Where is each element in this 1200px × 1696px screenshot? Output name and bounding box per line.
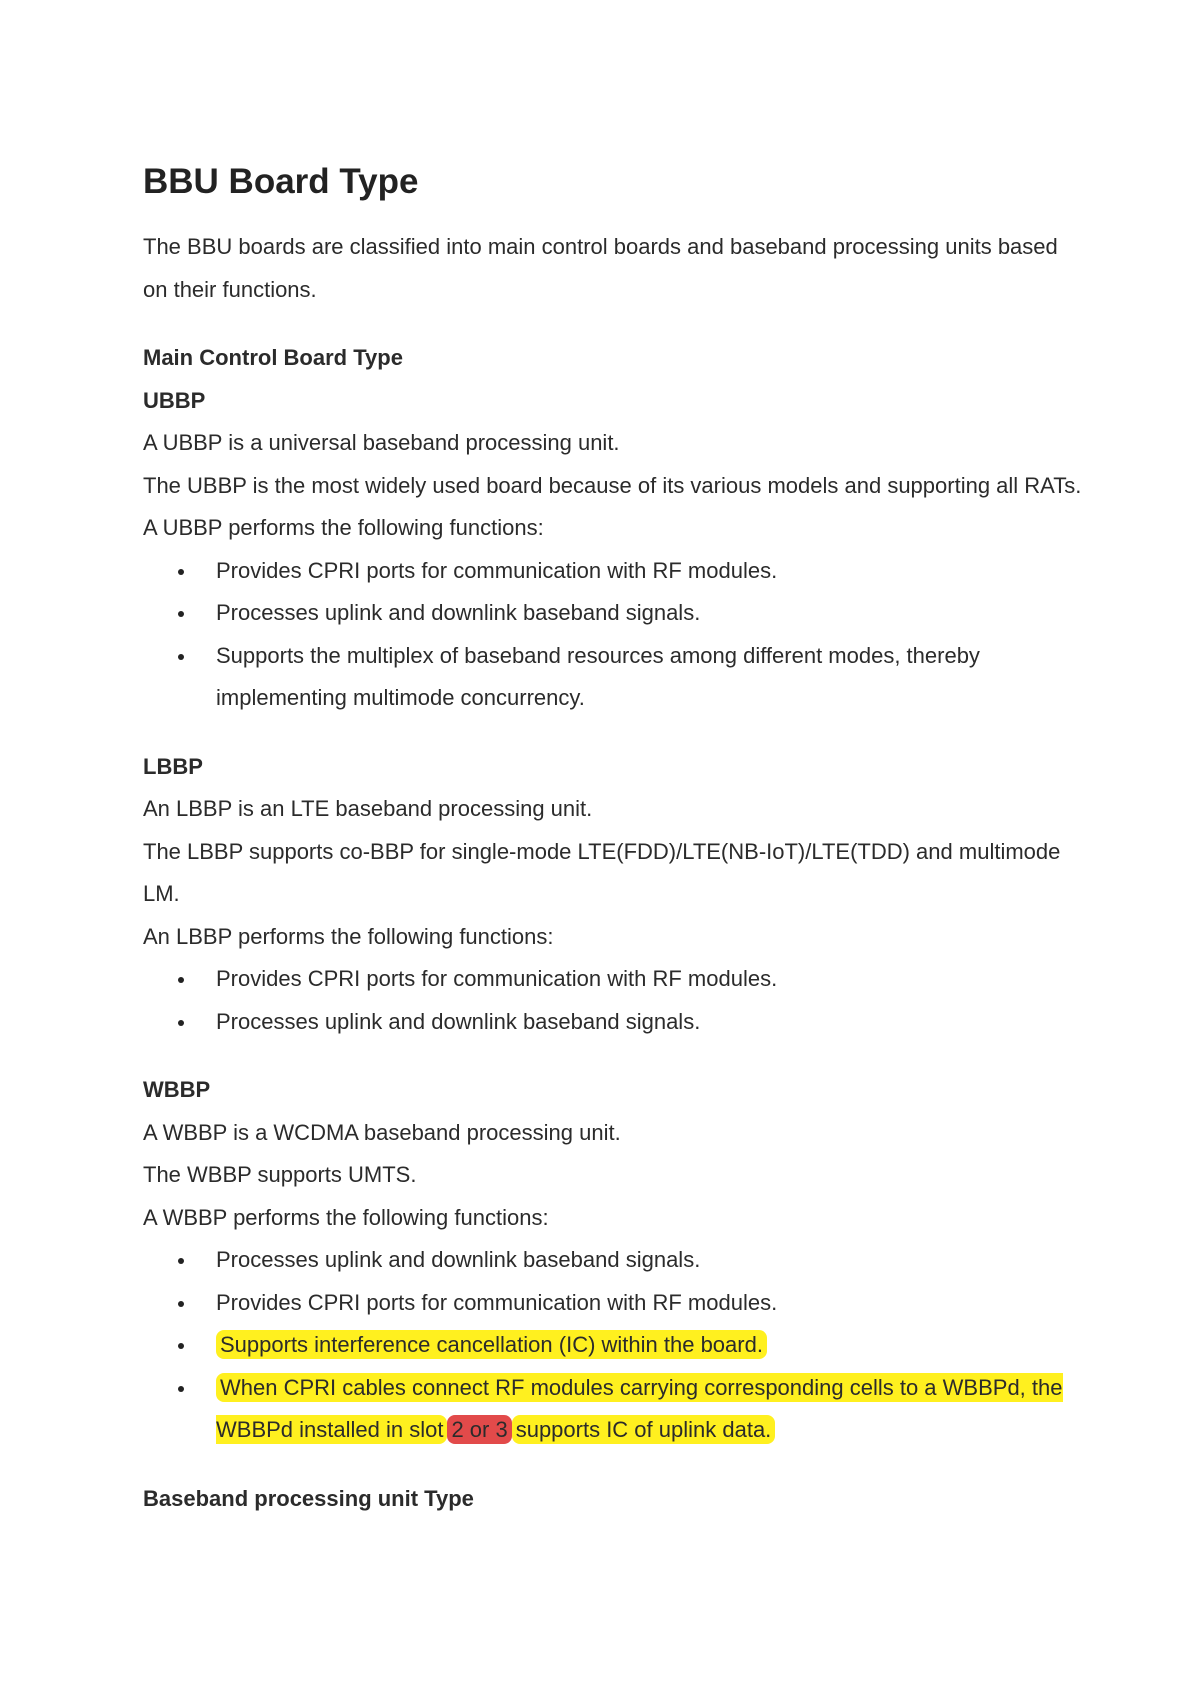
highlighted-text: Supports interference cancellation (IC) within the board. (216, 1330, 767, 1359)
list-item-highlighted (216, 1324, 1083, 1367)
highlighted-text: supports IC of uplink data. (512, 1415, 776, 1444)
wbbp-line: The WBBP supports UMTS. (143, 1162, 417, 1187)
ubbp-bullet-list (143, 550, 1083, 720)
wbbp-line: A WBBP is a WCDMA baseband processing unit. (143, 1119, 621, 1145)
list-item: Processes uplink and downlink baseband signals. (216, 1001, 1083, 1044)
lbbp-bullet-list (143, 958, 1083, 1043)
list-item: Provides CPRI ports for communication with RF modules. (216, 958, 1083, 1001)
lbbp-heading: LBBP (143, 753, 203, 779)
ubbp-line: A UBBP performs the following functions: (143, 515, 544, 540)
intro-paragraph: The BBU boards are classified into main control boards and baseband processing units based on their functions. (143, 234, 1058, 302)
wbbp-heading: WBBP (143, 1077, 211, 1102)
list-item: Provides CPRI ports for communication with RF modules. (216, 550, 1083, 593)
baseband-heading: Baseband processing unit Type (143, 1485, 474, 1511)
ubbp-line: The UBBP is the most widely used board because of its various models and supporting all RATs. (143, 472, 1082, 498)
lbbp-line: An LBBP performs the following functions: (143, 923, 554, 949)
highlighted-text: When CPRI cables connect RF modules carrying corresponding cells to a WBBPd, the WBBPd installed in slot (216, 1374, 1063, 1442)
red-highlight-slot: 2 or 3 (447, 1415, 511, 1444)
wbbp-line: A WBBP performs the following functions: (143, 1204, 549, 1230)
main-control-heading: Main Control Board Type (143, 345, 403, 370)
lbbp-line: An LBBP is an LTE baseband processing unit. (143, 796, 593, 821)
list-item: Processes uplink and downlink baseband signals. (216, 1239, 1083, 1282)
document-page (143, 160, 1083, 1520)
list-item: Supports the multiplex of baseband resources among different modes, thereby implementing multimode concurrency. (216, 635, 1083, 720)
list-item: Processes uplink and downlink baseband signals. (216, 592, 1083, 635)
ubbp-line: A UBBP is a universal baseband processing unit. (143, 430, 620, 455)
ubbp-heading: UBBP (143, 387, 206, 413)
wbbp-bullet-list (143, 1239, 1083, 1452)
list-item: Provides CPRI ports for communication with RF modules. (216, 1282, 1083, 1325)
list-item-highlighted (216, 1367, 1083, 1452)
page-title: BBU Board Type (143, 162, 419, 201)
lbbp-line: The LBBP supports co-BBP for single-mode LTE(FDD)/LTE(NB-IoT)/LTE(TDD) and multimode LM. (143, 838, 1061, 906)
